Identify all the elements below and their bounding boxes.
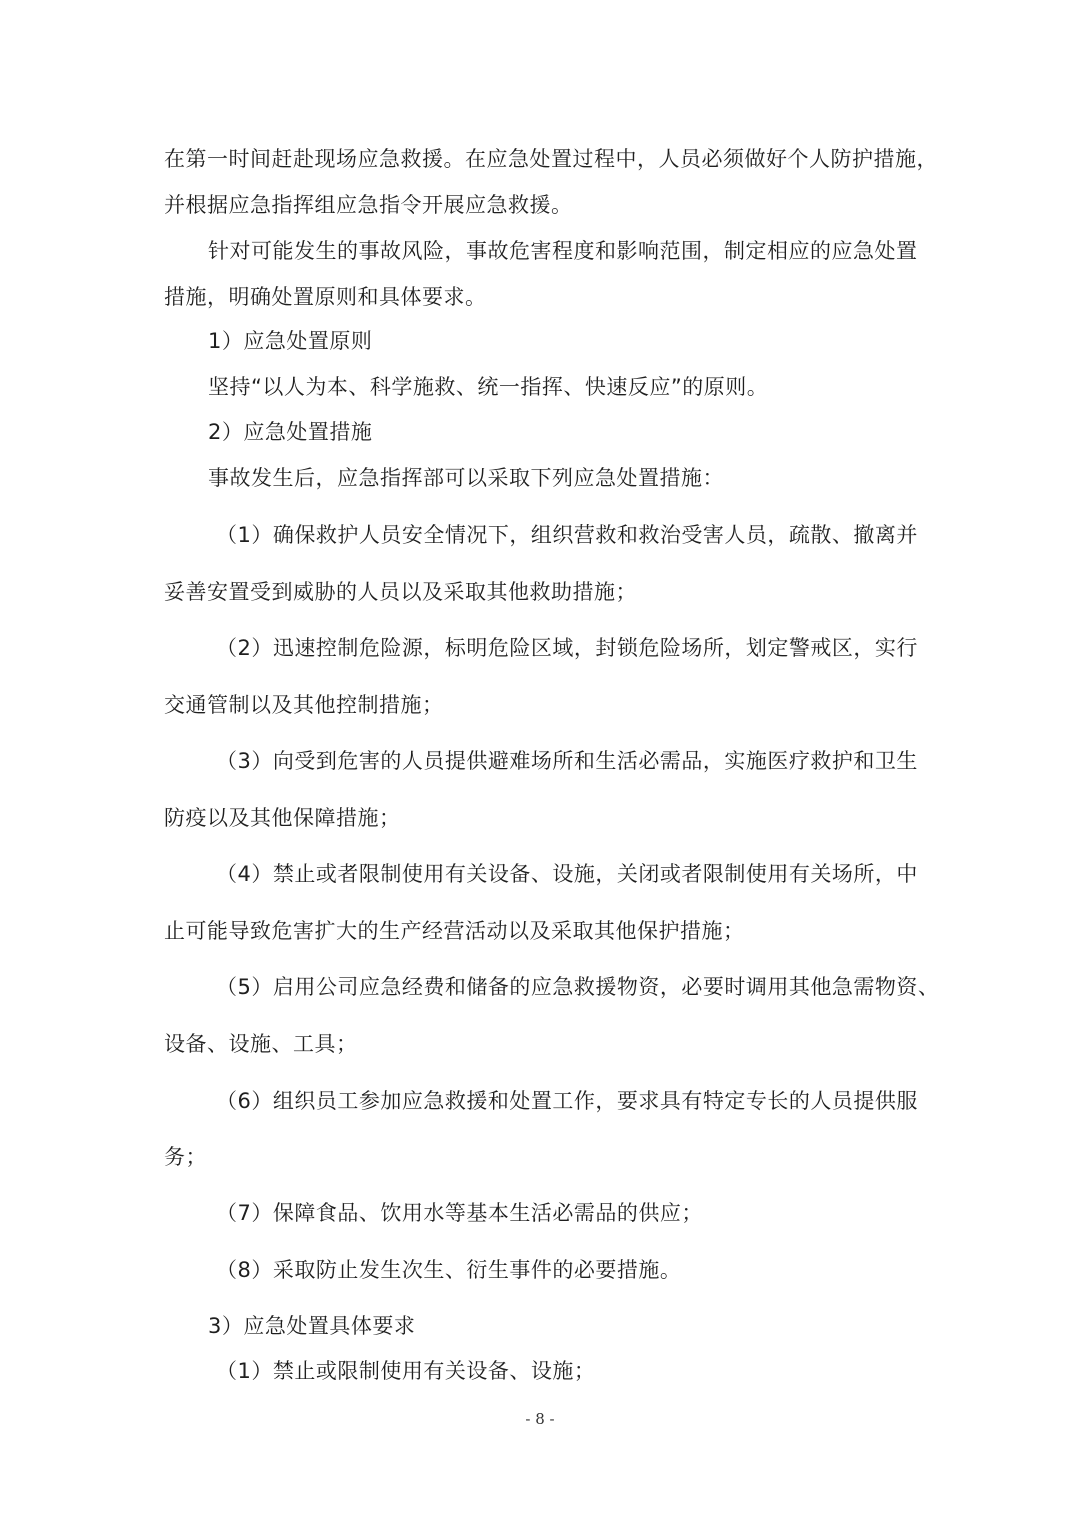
list-item-line: （4）禁止或者限制使用有关设备、设施，关闭或者限制使用有关场所，中	[216, 862, 918, 886]
list-item-line: （5）启用公司应急经费和储备的应急救援物资，必要时调用其他急需物资、	[216, 975, 940, 999]
list-item-line: （2）迅速控制危险源，标明危险区域，封锁危险场所，划定警戒区，实行	[216, 636, 918, 660]
list-item-line: 设备、设施、工具；	[164, 1032, 358, 1056]
paragraph-line: 并根据应急指挥组应急指令开展应急救援。	[164, 193, 573, 217]
paragraph-line: 事故发生后，应急指挥部可以采取下列应急处置措施：	[208, 466, 724, 490]
section-heading: 1）应急处置原则	[208, 329, 373, 353]
section-heading: 3）应急处置具体要求	[208, 1314, 416, 1338]
list-item-line: 止可能导致危害扩大的生产经营活动以及采取其他保护措施；	[164, 919, 745, 943]
paragraph-line: 坚持“以人为本、科学施救、统一指挥、快速反应”的原则。	[208, 375, 769, 399]
list-item-line: （7）保障食品、饮用水等基本生活必需品的供应；	[216, 1201, 703, 1225]
page-number: - 8 -	[525, 1410, 555, 1428]
paragraph-line: 在第一时间赶赴现场应急救援。在应急处置过程中，人员必须做好个人防护措施，	[164, 147, 938, 171]
list-item-line: （1）确保救护人员安全情况下，组织营救和救治受害人员，疏散、撤离并	[216, 523, 918, 547]
list-item-line: 防疫以及其他保障措施；	[164, 806, 401, 830]
section-heading: 2）应急处置措施	[208, 420, 373, 444]
list-item-line: 交通管制以及其他控制措施；	[164, 693, 444, 717]
list-item-line: （1）禁止或限制使用有关设备、设施；	[216, 1359, 596, 1383]
list-item-line: 妥善安置受到威胁的人员以及采取其他救助措施；	[164, 580, 637, 604]
list-item-line: （6）组织员工参加应急救援和处置工作，要求具有特定专长的人员提供服	[216, 1089, 918, 1113]
list-item-line: （3）向受到危害的人员提供避难场所和生活必需品，实施医疗救护和卫生	[216, 749, 918, 773]
paragraph-line: 措施，明确处置原则和具体要求。	[164, 285, 487, 309]
list-item-line: （8）采取防止发生次生、衍生事件的必要措施。	[216, 1258, 682, 1282]
paragraph-line: 针对可能发生的事故风险，事故危害程度和影响范围，制定相应的应急处置	[208, 239, 918, 263]
list-item-line: 务；	[164, 1145, 207, 1169]
